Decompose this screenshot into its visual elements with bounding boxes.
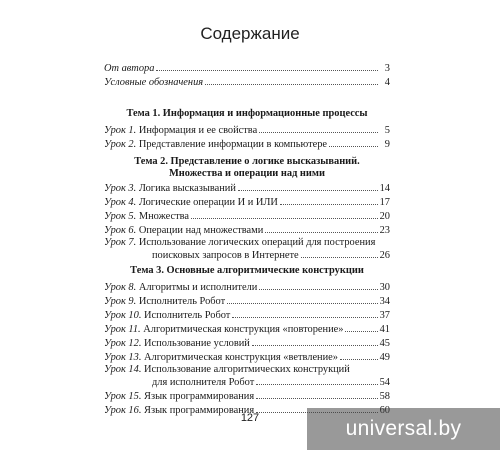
toc-entry-legend — [104, 76, 390, 89]
lesson-title-line-1: Использование алгоритмических конструкций — [144, 364, 350, 375]
lesson-title: Логика высказываний — [138, 183, 236, 194]
lesson-number: Урок 11. — [104, 324, 141, 335]
entry-page: 14 — [379, 183, 390, 194]
dot-leader — [265, 224, 377, 233]
lesson-number: Урок 7. — [104, 237, 137, 248]
lesson-number: Урок 4. — [104, 197, 137, 208]
dot-leader — [238, 182, 378, 191]
entry-page: 58 — [379, 391, 390, 402]
lesson-title-line-1: Использование логических операций для построения — [138, 237, 376, 248]
lesson-title: Представление информации в компьютере — [138, 139, 328, 150]
dot-leader — [232, 309, 377, 318]
entry-page: 17 — [379, 197, 390, 208]
entry-label: Условные обозначения — [104, 77, 204, 88]
toc-entry-lesson-10 — [104, 309, 390, 322]
lesson-number: Урок 1. — [104, 125, 137, 136]
entry-page: 34 — [379, 296, 390, 307]
lesson-number: Урок 3. — [104, 183, 137, 194]
toc-entry-lesson-14 — [104, 364, 390, 389]
toc-entry-lesson-9 — [104, 295, 390, 308]
entry-page: 20 — [379, 211, 390, 222]
toc-entry-lesson-15 — [104, 390, 390, 403]
dot-leader — [345, 323, 377, 332]
dot-leader — [259, 281, 377, 290]
lesson-title: Логические операции И и ИЛИ — [138, 197, 278, 208]
lesson-title-line-2: поисковых запросов в Интернете — [152, 250, 299, 261]
toc-entry-lesson-8 — [104, 281, 390, 294]
entry-page: 26 — [379, 250, 390, 261]
lesson-number: Урок 14. — [104, 364, 142, 375]
lesson-number: Урок 2. — [104, 139, 137, 150]
lesson-number: Урок 15. — [104, 391, 142, 402]
lesson-number: Урок 5. — [104, 211, 137, 222]
entry-page: 5 — [384, 125, 390, 136]
topic-3-heading: Тема 3. Основные алгоритмические конструкции — [130, 265, 364, 276]
dot-leader — [280, 196, 378, 205]
lesson-title: Язык программирования — [144, 391, 255, 402]
lesson-number: Урок 12. — [104, 338, 142, 349]
topic-2-heading-line-1: Тема 2. Представление о логике высказываний. — [134, 156, 360, 167]
page-number: 127 — [240, 412, 260, 424]
entry-page: 37 — [379, 310, 390, 321]
toc-entry-lesson-4 — [104, 196, 390, 209]
entry-page: 23 — [379, 225, 390, 236]
dot-leader — [301, 249, 378, 258]
entry-page: 30 — [379, 282, 390, 293]
toc-entry-lesson-11 — [104, 323, 390, 336]
dot-leader — [191, 210, 378, 219]
page-title: Содержание — [200, 24, 300, 43]
lesson-title: Исполнитель Робот — [144, 310, 231, 321]
entry-page: 41 — [379, 324, 390, 335]
lesson-number: Урок 6. — [104, 225, 137, 236]
toc-entry-lesson-1 — [104, 124, 390, 137]
dot-leader — [329, 138, 378, 147]
lesson-title: Использование условий — [144, 338, 250, 349]
entry-page: 4 — [384, 77, 390, 88]
entry-label: От автора — [104, 63, 155, 74]
lesson-title: Операции над множествами — [138, 225, 264, 236]
dot-leader — [259, 124, 378, 133]
entry-page: 45 — [379, 338, 390, 349]
toc-entry-lesson-6 — [104, 224, 390, 237]
lesson-number: Урок 9. — [104, 296, 137, 307]
entry-page: 3 — [384, 63, 390, 74]
entry-page: 49 — [379, 352, 390, 363]
toc-entry-lesson-5 — [104, 210, 390, 223]
lesson-title: Язык программирования — [144, 405, 255, 416]
lesson-title: Информация и ее свойства — [138, 125, 258, 136]
topic-2-heading-line-2: Множества и операции над ними — [169, 168, 325, 179]
dot-leader — [252, 337, 378, 346]
toc-entry-lesson-12 — [104, 337, 390, 350]
toc-entry-lesson-3 — [104, 182, 390, 195]
dot-leader — [256, 376, 377, 385]
lesson-number: Урок 16. — [104, 405, 142, 416]
lesson-title: Исполнитель Робот — [138, 296, 226, 307]
lesson-title-line-2: для исполнителя Робот — [152, 377, 255, 388]
lesson-title: Множества — [138, 211, 190, 222]
lesson-title: Алгоритмическая конструкция «ветвление» — [144, 352, 338, 363]
dot-leader — [205, 76, 378, 85]
dot-leader — [340, 351, 378, 360]
lesson-title: Алгоритмы и исполнители — [138, 282, 258, 293]
lesson-number: Урок 10. — [104, 310, 142, 321]
lesson-number: Урок 8. — [104, 282, 137, 293]
toc-entry-lesson-2 — [104, 138, 390, 151]
lesson-number: Урок 13. — [104, 352, 142, 363]
topic-1-heading: Тема 1. Информация и информационные процессы — [126, 108, 368, 119]
toc-entry-lesson-7 — [104, 237, 390, 262]
entry-page: 54 — [379, 377, 390, 388]
dot-leader — [227, 295, 377, 304]
toc-entry-author — [104, 62, 390, 75]
entry-page: 9 — [384, 139, 390, 150]
watermark: universal.by — [307, 408, 500, 450]
toc-entry-lesson-13 — [104, 351, 390, 364]
dot-leader — [156, 62, 378, 71]
dot-leader — [256, 390, 378, 399]
lesson-title: Алгоритмическая конструкция «повторение» — [143, 324, 344, 335]
